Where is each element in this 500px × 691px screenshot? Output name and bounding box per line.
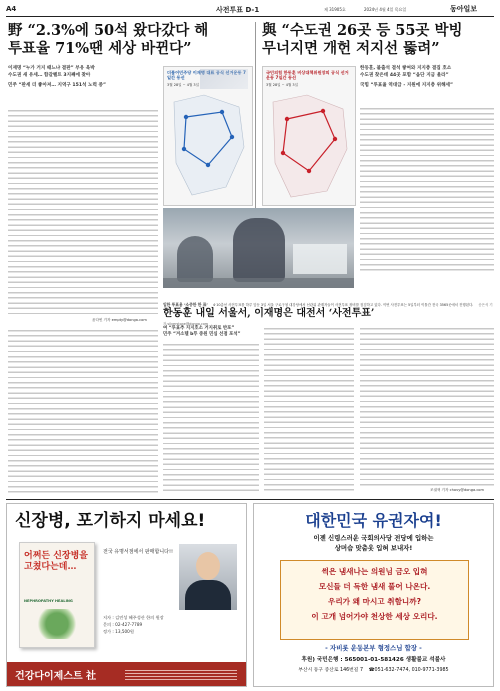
book-info-line: 정가 : 13,500원 [103,629,134,634]
left-map-date: 3월 28일 ~ 4월 3일 [167,83,200,87]
verse-line: 모신들 더 독한 냄새 풀어 나온다. [318,582,431,591]
voter-ad-headline: 대한민국 유권자여! [305,511,442,530]
book-title: 어쩌든 신장병을 고쳤다는데… [24,551,88,572]
voter-ad-phone: ☎051-632-7474, 010-9771-3985 [368,668,449,673]
left-deck-line: 민주 “판세 더 좋아져… 지역구 151석 노력 중” [8,83,106,88]
book-ad [6,503,247,687]
left-headline [8,22,254,58]
center-byline: 조권혁 기자 chovy@donga.com [430,488,485,492]
left-deck-line: 이재명 “누가 거지 때느냐 결판” 부유 육박 [8,66,95,71]
left-headline-line2: 투표율 71%땐 세상 바뀐다” [8,40,192,57]
voter-ad-attribution: - 자비롯 운동본부 형정스님 합장 - [325,644,422,652]
verse-box [280,560,469,640]
right-map [262,66,356,206]
voter-ad-account: 후원) 국민은행 : 565001-01-581426 생활불교 석불사 [301,657,446,663]
page-number: A4 [6,5,17,13]
verse-line: 이 고개 넘어가야 천상한 세상 오리다. [311,612,438,621]
center-body-col2 [264,326,354,492]
publisher-name: 건강다이제스트 社 [15,671,97,682]
right-deck-sub: 국힘 “투표율 역대급 - 지원에 지지층 위해세” [360,83,453,88]
right-deck-line: 수도권 찾은데 44곳 포함 “읍단 지금 울라” [360,72,449,78]
candidate-photo [200,69,248,89]
book-ad-headline: 신장병, 포기하지 마세요! [15,511,206,531]
book-en-title: NEPHROPATHY HEALING [24,599,73,603]
right-map-title: 국민의힘 한동훈 비상대책위원장의 공식 선거운동 7일간 동선 [266,70,349,81]
left-map [163,66,253,206]
voter-ad-sub1: 이젠 신령스러운 국회의사당 전당에 입하는 [313,534,434,542]
photo-caption-text: 4·10총선 사전투표를 하루 앞둔 3일 서울 구로구청 대강당에서 선관위 관계자들이 사전투표 장비를 점검하고 있다. 이번 사전투표는 5일부터 이틀간 전국 3565곳에서 진행된다. [212,303,474,307]
book-cover [19,542,95,648]
right-headline [262,22,494,58]
left-body-text [8,108,158,316]
book-info [103,614,243,635]
center-headline: 한동훈 내일 서울서, 이재명은 대전서 ‘사전투표’ [163,308,375,319]
verse-line: 썩은 냄새나는 의원님 금오 입혀 [321,567,428,576]
right-headline-line1: 與 “수도권 26곳 등 55곳 박빙 [262,22,463,39]
left-deck [8,66,168,90]
verse-line: 우리가 왜 마시고 취함니까? [327,597,422,606]
book-illustration [34,609,80,639]
photo-credit: 송은석 기자 silverstone@donga.com [163,303,493,326]
right-body-text [360,106,494,274]
ad-divider [6,499,494,500]
book-note: 전국 유명서점에서 판매합니다!! [103,549,173,555]
page-header [6,4,494,16]
left-map-title: 더불어민주당 이재명 대표 공식 선거운동 7일간 동선 [167,70,246,81]
left-lower-text [8,328,158,496]
center-body-col3 [360,326,494,486]
right-deck-line: 한동훈, 불출석 결석 쌓여와 지지층 결집 호소 [360,66,452,71]
center-deck-line: 여 “투표추 지지호소 거지취로 반포” [163,326,235,331]
right-map-route [263,67,355,205]
voter-ad [253,503,494,687]
photo-caption-label: 입한 투표용 ‘소중한 한 표’ [163,302,208,307]
right-map-date: 3월 28일 ~ 4월 3일 [266,83,299,87]
author-photo [179,544,237,610]
center-deck [163,326,259,339]
issue-date: 2024년 4월 4일 목요일 [364,7,407,12]
left-byline: 윤다빈 기자 empty@donga.com [92,318,147,322]
voter-ad-contact [254,667,493,675]
left-deck-line: 수도권 새 유세… 함갈벨트 3지째에 찾아 [8,72,91,78]
center-deck-line: 민주 “겨소텔 b푸 중원 민심 선점 포석” [163,332,241,338]
book-info-line: 저자 : 김민성 혜주성산 한의 원장 [103,615,164,620]
right-deck [360,66,494,90]
news-photo [163,208,354,288]
masthead: 동아일보 [450,4,478,13]
center-body-col1 [163,342,259,492]
book-info-line: 문의 : 02-427-7789 [103,622,143,627]
voter-ad-address: 부산시 동구 증산로 146번길 7 [298,668,364,673]
issue-number: 제 31905호 [324,7,346,12]
right-headline-line2: 무너지면 개헌 저지선 뚫려” [262,40,440,57]
publisher-bar [7,662,246,686]
voter-ad-sub2: 상머슴 맞춤옷 입혀 보내자! [334,544,413,552]
left-headline-line1: 野 “2.3%에 50석 왔다갔다 해 [8,22,209,39]
section-label: 사전투표 D-1 [216,6,260,14]
header-rule [6,16,494,17]
